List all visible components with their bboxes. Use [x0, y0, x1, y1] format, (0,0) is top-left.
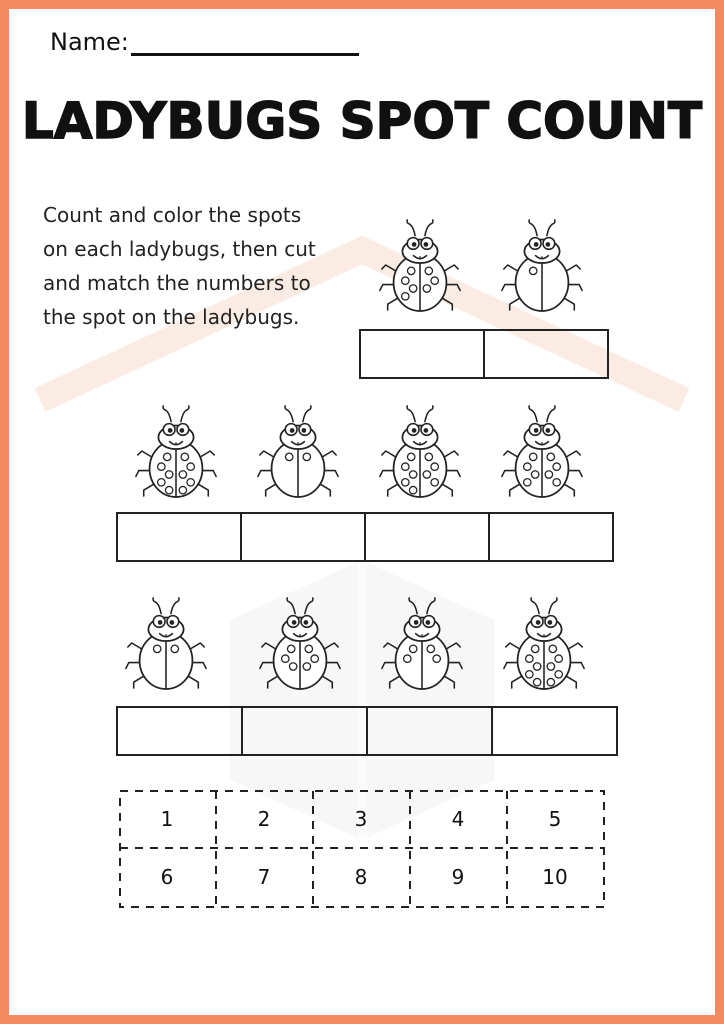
ladybug-drawing	[374, 400, 466, 502]
worksheet-title: LADYBUGS SPOT COUNT	[21, 92, 703, 150]
ladybug	[252, 400, 344, 502]
cut-out-numbers-grid	[119, 790, 605, 908]
answer-box[interactable]	[359, 329, 485, 379]
ladybug-drawing	[254, 592, 346, 694]
ladybug-drawing	[498, 592, 590, 694]
ladybug	[130, 400, 222, 502]
number-card[interactable]: 3	[354, 807, 368, 831]
name-write-line[interactable]	[131, 29, 359, 56]
answer-boxes-row-3	[116, 706, 618, 756]
name-label: Name:	[50, 28, 129, 56]
instruction-line: the spot on the ladybugs.	[43, 305, 300, 329]
answer-box[interactable]	[240, 512, 366, 562]
name-field	[50, 28, 359, 56]
ladybug-drawing	[120, 592, 212, 694]
answer-box[interactable]	[366, 706, 493, 756]
number-card[interactable]: 1	[160, 807, 174, 831]
instruction-line: and match the numbers to	[43, 271, 311, 295]
answer-boxes-row-2	[116, 512, 614, 562]
answer-box[interactable]	[116, 706, 243, 756]
number-card[interactable]: 7	[257, 865, 271, 889]
instruction-line: on each ladybugs, then cut	[43, 237, 316, 261]
ladybug	[498, 592, 590, 694]
number-card[interactable]: 4	[451, 807, 465, 831]
ladybug-drawing	[496, 214, 588, 316]
number-card[interactable]: 6	[160, 865, 174, 889]
number-card[interactable]: 10	[542, 865, 568, 889]
instruction-line: Count and color the spots	[43, 203, 302, 227]
answer-box[interactable]	[488, 512, 614, 562]
ladybug	[496, 400, 588, 502]
ladybug-drawing	[496, 400, 588, 502]
ladybug	[376, 592, 468, 694]
ladybug	[120, 592, 212, 694]
answer-box[interactable]	[116, 512, 242, 562]
number-card[interactable]: 2	[257, 807, 271, 831]
ladybug	[254, 592, 346, 694]
instructions	[43, 198, 353, 334]
number-card[interactable]: 5	[548, 807, 562, 831]
answer-box[interactable]	[241, 706, 368, 756]
answer-boxes-row-1	[359, 329, 609, 379]
ladybug-drawing	[130, 400, 222, 502]
number-card[interactable]: 9	[451, 865, 465, 889]
ladybug	[374, 400, 466, 502]
ladybug-drawing	[374, 214, 466, 316]
number-card[interactable]: 8	[354, 865, 368, 889]
ladybug	[496, 214, 588, 316]
ladybug-drawing	[252, 400, 344, 502]
ladybug-drawing	[376, 592, 468, 694]
answer-box[interactable]	[364, 512, 490, 562]
answer-box[interactable]	[491, 706, 618, 756]
answer-box[interactable]	[483, 329, 609, 379]
ladybug	[374, 214, 466, 316]
